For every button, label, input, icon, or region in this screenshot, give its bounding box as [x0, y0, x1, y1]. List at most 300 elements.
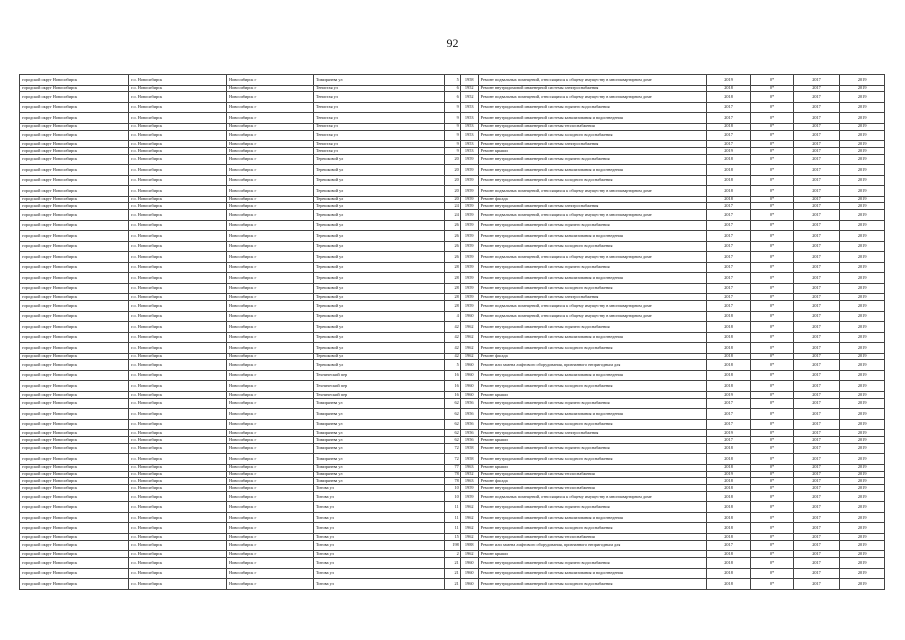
- settlement-cell: г.о. Новосибирск: [129, 430, 227, 437]
- locality-cell: Новосибирск г: [227, 301, 314, 312]
- house-number-cell: 9: [445, 141, 461, 148]
- district-cell: городской округ Новосибирск: [20, 283, 129, 294]
- table-row: [20, 360, 885, 371]
- district-cell: городской округ Новосибирск: [20, 311, 129, 322]
- build-year-cell: 1959: [460, 175, 478, 186]
- street-cell: Титова ул: [313, 523, 444, 534]
- settlement-cell: г.о. Новосибирск: [129, 332, 227, 343]
- district-cell: городской округ Новосибирск: [20, 391, 129, 398]
- house-number-cell: 78: [445, 471, 461, 478]
- period-start-cell: 2017: [793, 512, 840, 523]
- district-cell: городской округ Новосибирск: [20, 196, 129, 203]
- period-start-cell: 2017: [793, 381, 840, 392]
- planned-year-cell: 2017: [706, 203, 751, 210]
- table-row: [20, 471, 885, 478]
- cost-cell: 0*: [751, 262, 793, 273]
- period-start-cell: 2017: [793, 471, 840, 478]
- house-number-cell: 77: [445, 464, 461, 471]
- work-type-cell: Ремонт подвальных помещений, относящихся к общему имуществу в многоквартирном доме: [478, 210, 706, 221]
- house-number-cell: 20: [445, 154, 461, 165]
- settlement-cell: г.о. Новосибирск: [129, 75, 227, 86]
- house-number-cell: 28: [445, 301, 461, 312]
- house-number-cell: 72: [445, 443, 461, 454]
- cost-cell: 0*: [751, 419, 793, 430]
- period-end-cell: 2019: [840, 102, 885, 113]
- period-end-cell: 2019: [840, 332, 885, 343]
- locality-cell: Новосибирск г: [227, 551, 314, 558]
- period-end-cell: 2019: [840, 141, 885, 148]
- cost-cell: 0*: [751, 523, 793, 534]
- district-cell: городской округ Новосибирск: [20, 75, 129, 86]
- settlement-cell: г.о. Новосибирск: [129, 485, 227, 492]
- work-type-cell: Ремонт внутридомовой инженерной системы канализования и водоотведения: [478, 568, 706, 579]
- cost-cell: 0*: [751, 353, 793, 360]
- period-start-cell: 2017: [793, 294, 840, 301]
- locality-cell: Новосибирск г: [227, 391, 314, 398]
- build-year-cell: 1953: [460, 141, 478, 148]
- work-type-cell: Ремонт внутридомовой инженерной системы горячего водоснабжения: [478, 220, 706, 231]
- work-type-cell: Ремонт внутридомовой инженерной системы теплоснабжения: [478, 471, 706, 478]
- locality-cell: Новосибирск г: [227, 332, 314, 343]
- work-type-cell: Ремонт внутридомовой инженерной системы электроснабжения: [478, 141, 706, 148]
- street-cell: Тимирязева ул: [313, 75, 444, 86]
- table-row: [20, 241, 885, 252]
- period-end-cell: 2019: [840, 75, 885, 86]
- locality-cell: Новосибирск г: [227, 231, 314, 242]
- cost-cell: 0*: [751, 311, 793, 322]
- cost-cell: 0*: [751, 551, 793, 558]
- period-end-cell: 2019: [840, 523, 885, 534]
- period-start-cell: 2017: [793, 391, 840, 398]
- period-end-cell: 2019: [840, 130, 885, 141]
- street-cell: Титова ул: [313, 512, 444, 523]
- street-cell: Тимирязева ул: [313, 436, 444, 443]
- district-cell: городской округ Новосибирск: [20, 579, 129, 590]
- period-start-cell: 2017: [793, 558, 840, 569]
- street-cell: Тимирязева ул: [313, 478, 444, 485]
- settlement-cell: г.о. Новосибирск: [129, 175, 227, 186]
- district-cell: городской округ Новосибирск: [20, 381, 129, 392]
- district-cell: городской округ Новосибирск: [20, 262, 129, 273]
- table-row: [20, 558, 885, 569]
- house-number-cell: 9: [445, 130, 461, 141]
- planned-year-cell: 2017: [706, 210, 751, 221]
- cost-cell: 0*: [751, 322, 793, 333]
- table-row: [20, 75, 885, 86]
- table-row: [20, 409, 885, 420]
- district-cell: городской округ Новосибирск: [20, 454, 129, 465]
- build-year-cell: 1953: [460, 147, 478, 154]
- build-year-cell: 1963: [460, 464, 478, 471]
- locality-cell: Новосибирск г: [227, 283, 314, 294]
- period-start-cell: 2017: [793, 332, 840, 343]
- table-row: [20, 568, 885, 579]
- street-cell: Тимирязева ул: [313, 454, 444, 465]
- house-number-cell: 4: [445, 311, 461, 322]
- settlement-cell: г.о. Новосибирск: [129, 311, 227, 322]
- street-cell: Терешковой ул: [313, 283, 444, 294]
- build-year-cell: 1958: [460, 454, 478, 465]
- period-start-cell: 2017: [793, 252, 840, 263]
- street-cell: Тимирязева ул: [313, 398, 444, 409]
- settlement-cell: г.о. Новосибирск: [129, 220, 227, 231]
- street-cell: Тимирязева ул: [313, 471, 444, 478]
- period-start-cell: 2017: [793, 478, 840, 485]
- district-cell: городской округ Новосибирск: [20, 533, 129, 540]
- period-start-cell: 2017: [793, 502, 840, 513]
- planned-year-cell: 2018: [706, 92, 751, 103]
- house-number-cell: 20: [445, 175, 461, 186]
- house-number-cell: 9: [445, 102, 461, 113]
- settlement-cell: г.о. Новосибирск: [129, 123, 227, 130]
- street-cell: Терешковой ул: [313, 311, 444, 322]
- work-type-cell: Ремонт внутридомовой инженерной системы горячего водоснабжения: [478, 154, 706, 165]
- work-type-cell: Ремонт внутридомовой инженерной системы горячего водоснабжения: [478, 558, 706, 569]
- table-row: [20, 322, 885, 333]
- district-cell: городской округ Новосибирск: [20, 294, 129, 301]
- table-row: [20, 579, 885, 590]
- cost-cell: 0*: [751, 294, 793, 301]
- house-number-cell: 62: [445, 419, 461, 430]
- build-year-cell: 1960: [460, 311, 478, 322]
- street-cell: Терешковой ул: [313, 186, 444, 197]
- street-cell: Терешковой ул: [313, 294, 444, 301]
- street-cell: Терешковой ул: [313, 231, 444, 242]
- locality-cell: Новосибирск г: [227, 370, 314, 381]
- settlement-cell: г.о. Новосибирск: [129, 231, 227, 242]
- period-start-cell: 2017: [793, 130, 840, 141]
- locality-cell: Новосибирск г: [227, 113, 314, 124]
- work-type-cell: Ремонт внутридомовой инженерной системы канализования и водоотведения: [478, 231, 706, 242]
- street-cell: Тенистая ул: [313, 92, 444, 103]
- district-cell: городской округ Новосибирск: [20, 419, 129, 430]
- cost-cell: 0*: [751, 485, 793, 492]
- street-cell: Титова ул: [313, 551, 444, 558]
- planned-year-cell: 2018: [706, 332, 751, 343]
- cost-cell: 0*: [751, 283, 793, 294]
- house-number-cell: 20: [445, 186, 461, 197]
- planned-year-cell: 2018: [706, 491, 751, 502]
- table-row: [20, 220, 885, 231]
- work-type-cell: Ремонт внутридомовой инженерной системы канализования и водоотведения: [478, 370, 706, 381]
- cost-cell: 0*: [751, 147, 793, 154]
- period-start-cell: 2017: [793, 370, 840, 381]
- work-type-cell: Ремонт подвальных помещений, относящихся к общему имуществу в многоквартирном доме: [478, 252, 706, 263]
- planned-year-cell: 2018: [706, 568, 751, 579]
- street-cell: Терешковой ул: [313, 165, 444, 176]
- street-cell: Тенистая ул: [313, 113, 444, 124]
- locality-cell: Новосибирск г: [227, 512, 314, 523]
- planned-year-cell: 2018: [706, 502, 751, 513]
- house-number-cell: 26: [445, 241, 461, 252]
- work-type-cell: Ремонт или замена лифтового оборудования, признанного непригодным для: [478, 540, 706, 551]
- build-year-cell: 1959: [460, 301, 478, 312]
- build-year-cell: 1962: [460, 551, 478, 558]
- planned-year-cell: 2018: [706, 353, 751, 360]
- build-year-cell: 1959: [460, 231, 478, 242]
- capital-repair-register-table: [19, 74, 885, 590]
- locality-cell: Новосибирск г: [227, 491, 314, 502]
- settlement-cell: г.о. Новосибирск: [129, 540, 227, 551]
- period-end-cell: 2019: [840, 551, 885, 558]
- planned-year-cell: 2017: [706, 301, 751, 312]
- district-cell: городской округ Новосибирск: [20, 123, 129, 130]
- cost-cell: 0*: [751, 332, 793, 343]
- settlement-cell: г.о. Новосибирск: [129, 273, 227, 284]
- work-type-cell: Ремонт внутридомовой инженерной системы холодного водоснабжения: [478, 241, 706, 252]
- build-year-cell: 1962: [460, 343, 478, 354]
- street-cell: Тимирязева ул: [313, 419, 444, 430]
- period-end-cell: 2019: [840, 409, 885, 420]
- settlement-cell: г.о. Новосибирск: [129, 113, 227, 124]
- settlement-cell: г.о. Новосибирск: [129, 283, 227, 294]
- cost-cell: 0*: [751, 123, 793, 130]
- house-number-cell: 6: [445, 85, 461, 92]
- period-start-cell: 2017: [793, 301, 840, 312]
- period-start-cell: 2017: [793, 262, 840, 273]
- period-end-cell: 2019: [840, 123, 885, 130]
- planned-year-cell: 2017: [706, 294, 751, 301]
- planned-year-cell: 2017: [706, 241, 751, 252]
- planned-year-cell: 2019: [706, 471, 751, 478]
- table-row: [20, 203, 885, 210]
- cost-cell: 0*: [751, 102, 793, 113]
- street-cell: Терешковой ул: [313, 273, 444, 284]
- cost-cell: 0*: [751, 579, 793, 590]
- table-row: [20, 353, 885, 360]
- table-row: [20, 92, 885, 103]
- table-row: [20, 551, 885, 558]
- house-number-cell: 11: [445, 502, 461, 513]
- planned-year-cell: 2017: [706, 252, 751, 263]
- settlement-cell: г.о. Новосибирск: [129, 343, 227, 354]
- period-end-cell: 2019: [840, 241, 885, 252]
- period-start-cell: 2017: [793, 360, 840, 371]
- cost-cell: 0*: [751, 175, 793, 186]
- period-end-cell: 2019: [840, 502, 885, 513]
- period-start-cell: 2017: [793, 283, 840, 294]
- street-cell: Тимирязева ул: [313, 464, 444, 471]
- house-number-cell: 9: [445, 147, 461, 154]
- locality-cell: Новосибирск г: [227, 175, 314, 186]
- work-type-cell: Ремонт подвальных помещений, относящихся к общему имуществу в многоквартирном доме: [478, 311, 706, 322]
- planned-year-cell: 2017: [706, 262, 751, 273]
- house-number-cell: 28: [445, 283, 461, 294]
- district-cell: городской округ Новосибирск: [20, 113, 129, 124]
- house-number-cell: 6: [445, 92, 461, 103]
- period-end-cell: 2019: [840, 353, 885, 360]
- table-row: [20, 210, 885, 221]
- build-year-cell: 1956: [460, 409, 478, 420]
- table-row: [20, 381, 885, 392]
- cost-cell: 0*: [751, 130, 793, 141]
- period-end-cell: 2019: [840, 262, 885, 273]
- period-end-cell: 2019: [840, 512, 885, 523]
- settlement-cell: г.о. Новосибирск: [129, 353, 227, 360]
- district-cell: городской округ Новосибирск: [20, 430, 129, 437]
- build-year-cell: 1959: [460, 165, 478, 176]
- build-year-cell: 1959: [460, 196, 478, 203]
- table-row: [20, 391, 885, 398]
- cost-cell: 0*: [751, 370, 793, 381]
- street-cell: Терешковой ул: [313, 175, 444, 186]
- work-type-cell: Ремонт внутридомовой инженерной системы электроснабжения: [478, 294, 706, 301]
- street-cell: Терешковой ул: [313, 343, 444, 354]
- cost-cell: 0*: [751, 533, 793, 540]
- house-number-cell: 62: [445, 430, 461, 437]
- house-number-cell: 9: [445, 113, 461, 124]
- settlement-cell: г.о. Новосибирск: [129, 443, 227, 454]
- period-end-cell: 2019: [840, 579, 885, 590]
- period-end-cell: 2019: [840, 464, 885, 471]
- period-end-cell: 2019: [840, 196, 885, 203]
- district-cell: городской округ Новосибирск: [20, 512, 129, 523]
- cost-cell: 0*: [751, 85, 793, 92]
- period-start-cell: 2017: [793, 165, 840, 176]
- work-type-cell: Ремонт крыши: [478, 436, 706, 443]
- settlement-cell: г.о. Новосибирск: [129, 294, 227, 301]
- period-end-cell: 2019: [840, 360, 885, 371]
- cost-cell: 0*: [751, 75, 793, 86]
- period-end-cell: 2019: [840, 370, 885, 381]
- build-year-cell: 1956: [460, 419, 478, 430]
- street-cell: Тенистая ул: [313, 123, 444, 130]
- table-row: [20, 141, 885, 148]
- planned-year-cell: 2018: [706, 175, 751, 186]
- period-start-cell: 2017: [793, 579, 840, 590]
- locality-cell: Новосибирск г: [227, 419, 314, 430]
- period-end-cell: 2019: [840, 419, 885, 430]
- period-start-cell: 2017: [793, 464, 840, 471]
- period-start-cell: 2017: [793, 443, 840, 454]
- build-year-cell: 1958: [460, 75, 478, 86]
- planned-year-cell: 2018: [706, 165, 751, 176]
- district-cell: городской округ Новосибирск: [20, 210, 129, 221]
- cost-cell: 0*: [751, 391, 793, 398]
- work-type-cell: Ремонт внутридомовой инженерной системы канализования и водоотведения: [478, 113, 706, 124]
- district-cell: городской округ Новосибирск: [20, 273, 129, 284]
- district-cell: городской округ Новосибирск: [20, 353, 129, 360]
- settlement-cell: г.о. Новосибирск: [129, 203, 227, 210]
- table-row: [20, 147, 885, 154]
- street-cell: Терешковой ул: [313, 252, 444, 263]
- district-cell: городской округ Новосибирск: [20, 478, 129, 485]
- planned-year-cell: 2017: [706, 419, 751, 430]
- district-cell: городской округ Новосибирск: [20, 568, 129, 579]
- period-end-cell: 2019: [840, 533, 885, 540]
- house-number-cell: 28: [445, 273, 461, 284]
- locality-cell: Новосибирск г: [227, 381, 314, 392]
- locality-cell: Новосибирск г: [227, 398, 314, 409]
- settlement-cell: г.о. Новосибирск: [129, 471, 227, 478]
- planned-year-cell: 2017: [706, 113, 751, 124]
- district-cell: городской округ Новосибирск: [20, 398, 129, 409]
- planned-year-cell: 2018: [706, 343, 751, 354]
- period-start-cell: 2017: [793, 203, 840, 210]
- period-end-cell: 2019: [840, 92, 885, 103]
- district-cell: городской округ Новосибирск: [20, 551, 129, 558]
- work-type-cell: Ремонт фасада: [478, 196, 706, 203]
- street-cell: Титова ул: [313, 533, 444, 540]
- cost-cell: 0*: [751, 381, 793, 392]
- locality-cell: Новосибирск г: [227, 220, 314, 231]
- period-end-cell: 2019: [840, 436, 885, 443]
- district-cell: городской округ Новосибирск: [20, 252, 129, 263]
- table-row: [20, 175, 885, 186]
- locality-cell: Новосибирск г: [227, 454, 314, 465]
- district-cell: городской округ Новосибирск: [20, 220, 129, 231]
- cost-cell: 0*: [751, 436, 793, 443]
- table-row: [20, 85, 885, 92]
- cost-cell: 0*: [751, 471, 793, 478]
- street-cell: Тенистая ул: [313, 130, 444, 141]
- table-row: [20, 301, 885, 312]
- table-row: [20, 262, 885, 273]
- period-start-cell: 2017: [793, 273, 840, 284]
- settlement-cell: г.о. Новосибирск: [129, 558, 227, 569]
- planned-year-cell: 2019: [706, 430, 751, 437]
- street-cell: Терешковой ул: [313, 154, 444, 165]
- locality-cell: Новосибирск г: [227, 210, 314, 221]
- build-year-cell: 1959: [460, 220, 478, 231]
- settlement-cell: г.о. Новосибирск: [129, 409, 227, 420]
- work-type-cell: Ремонт внутридомовой инженерной системы электроснабжения: [478, 430, 706, 437]
- cost-cell: 0*: [751, 540, 793, 551]
- locality-cell: Новосибирск г: [227, 130, 314, 141]
- build-year-cell: 1956: [460, 430, 478, 437]
- period-start-cell: 2017: [793, 353, 840, 360]
- street-cell: Терешковой ул: [313, 262, 444, 273]
- street-cell: Терешковой ул: [313, 353, 444, 360]
- settlement-cell: г.о. Новосибирск: [129, 301, 227, 312]
- register-body: [20, 75, 885, 590]
- period-end-cell: 2019: [840, 231, 885, 242]
- work-type-cell: Ремонт внутридомовой инженерной системы канализования и водоотведения: [478, 512, 706, 523]
- settlement-cell: г.о. Новосибирск: [129, 165, 227, 176]
- period-end-cell: 2019: [840, 294, 885, 301]
- build-year-cell: 1958: [460, 443, 478, 454]
- planned-year-cell: 2018: [706, 485, 751, 492]
- district-cell: городской округ Новосибирск: [20, 558, 129, 569]
- street-cell: Тенистая ул: [313, 85, 444, 92]
- cost-cell: 0*: [751, 502, 793, 513]
- table-row: [20, 332, 885, 343]
- house-number-cell: 42: [445, 353, 461, 360]
- district-cell: городской округ Новосибирск: [20, 165, 129, 176]
- period-start-cell: 2017: [793, 241, 840, 252]
- build-year-cell: 1959: [460, 203, 478, 210]
- street-cell: Тимирязева ул: [313, 430, 444, 437]
- house-number-cell: 5: [445, 75, 461, 86]
- period-start-cell: 2017: [793, 210, 840, 221]
- cost-cell: 0*: [751, 210, 793, 221]
- period-end-cell: 2019: [840, 165, 885, 176]
- work-type-cell: Ремонт внутридомовой инженерной системы горячего водоснабжения: [478, 322, 706, 333]
- locality-cell: Новосибирск г: [227, 443, 314, 454]
- period-end-cell: 2019: [840, 210, 885, 221]
- period-start-cell: 2017: [793, 419, 840, 430]
- cost-cell: 0*: [751, 241, 793, 252]
- house-number-cell: 78: [445, 478, 461, 485]
- period-start-cell: 2017: [793, 398, 840, 409]
- settlement-cell: г.о. Новосибирск: [129, 147, 227, 154]
- street-cell: Терешковой ул: [313, 196, 444, 203]
- planned-year-cell: 2018: [706, 370, 751, 381]
- period-end-cell: 2019: [840, 154, 885, 165]
- planned-year-cell: 2018: [706, 311, 751, 322]
- house-number-cell: 21: [445, 579, 461, 590]
- planned-year-cell: 2018: [706, 154, 751, 165]
